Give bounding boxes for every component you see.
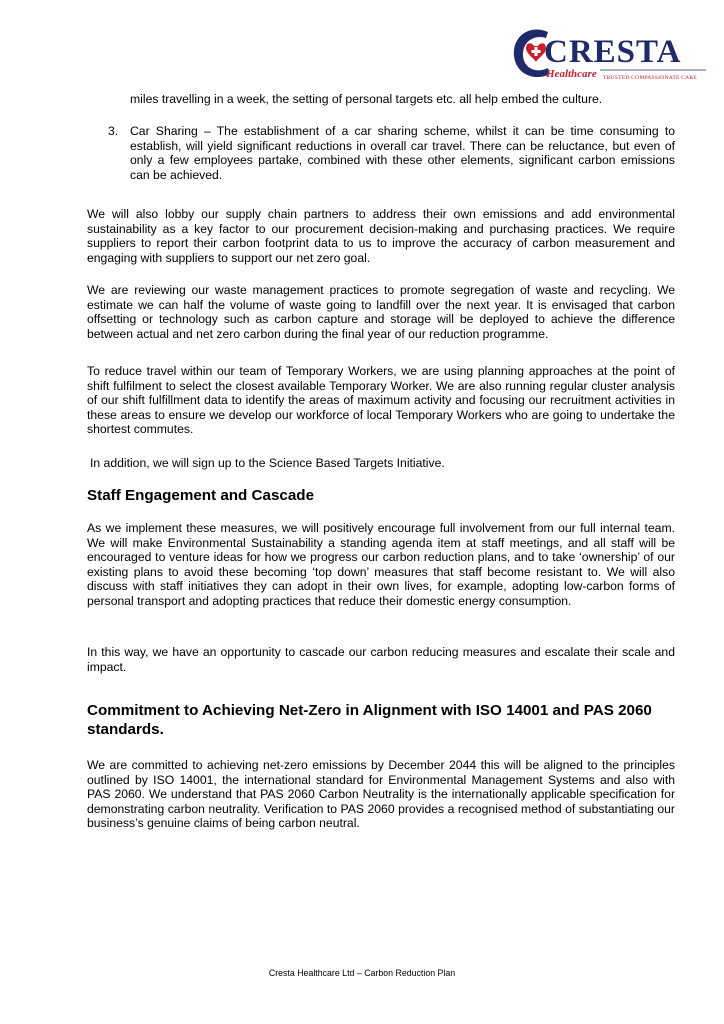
travel-paragraph: To reduce travel within our team of Temporary Workers, we are using planning approaches at the point of shift fulfilment to select the closest available Temporary Worker. We are also running regular cluster analysis of our shift fulfillment data to identify the areas of maximum activity and focusing our recruitment activities in these areas to ensure we develop our workforce of local Temporary Workers who are going to undertake the shortest commutes. [87, 364, 675, 437]
staff-engagement-heading: Staff Engagement and Cascade [87, 487, 315, 504]
waste-paragraph: We are reviewing our waste management practices to promote segregation of waste and recycling. We estimate we can half the volume of waste going to landfill over the next year. It is envisaged that carbon offsetting or technology such as carbon capture and storage will be deployed to achieve the difference between actual and net zero carbon during the final year of our reduction programme. [87, 283, 675, 341]
svg-text:CRESTA: CRESTA [544, 34, 682, 70]
commitment-paragraph: We are committed to achieving net-zero emissions by December 2044 this will be aligned to the principles outlined by ISO 14001, the international standard for Environmental Management Systems and also with PAS 2060. We understand that PAS 2060 Carbon Neutrality is the internationally applicable specification for demonstrating carbon neutrality. Verification to PAS 2060 provides a recognised method of substantiating our business’s genuine claims of being carbon neutral. [87, 758, 675, 831]
commitment-heading: Commitment to Achieving Net-Zero in Alignment with ISO 14001 and PAS 2060 standards. [87, 702, 652, 738]
staff-engagement-paragraph-1: As we implement these measures, we will positively encourage full involvement from our full internal team. We will make Environmental Sustainability a standing agenda item at staff meetings, and all staff will be encouraged to venture ideas for how we progress our carbon reduction plans, and to take ‘ownership’ of our existing plans to avoid these becoming ‘top down’ measures that staff become resistant to. We will also discuss with staff initiatives they can adopt in their own lives, for example, adopting low-carbon forms of personal transport and adopting practices that reduce their domestic energy consumption. [87, 521, 675, 608]
cresta-healthcare-logo [508, 22, 708, 90]
svg-text:Healthcare: Healthcare [546, 68, 597, 80]
list-item-3-number: 3. [108, 124, 119, 138]
sbti-paragraph: In addition, we will sign up to the Science Based Targets Initiative. [90, 456, 445, 470]
list-item-3-text: Car Sharing – The establishment of a car sharing scheme, whilst it can be time consuming to establish, will yield significant reductions in overall car travel. There can be reluctance, but even of only a few employees partake, combined with these other elements, significant carbon emissions can be achieved. [130, 124, 675, 182]
list-item-2-continuation: miles travelling in a week, the setting of personal targets etc. all help embed the culture. [130, 92, 603, 106]
staff-engagement-paragraph-2: In this way, we have an opportunity to cascade our carbon reducing measures and escalate their scale and impact. [87, 645, 675, 674]
svg-text:TRUSTED COMPASSIONATE CARE: TRUSTED COMPASSIONATE CARE [603, 75, 697, 81]
supply-chain-paragraph: We will also lobby our supply chain partners to address their own emissions and add environmental sustainability as a key factor to our procurement decision-making and purchasing practices. We require suppliers to report their carbon footprint data to us to improve the accuracy of carbon measurement and engaging with suppliers to support our net zero goal. [87, 207, 675, 265]
page-footer: Cresta Healthcare Ltd – Carbon Reduction Plan [268, 968, 456, 978]
